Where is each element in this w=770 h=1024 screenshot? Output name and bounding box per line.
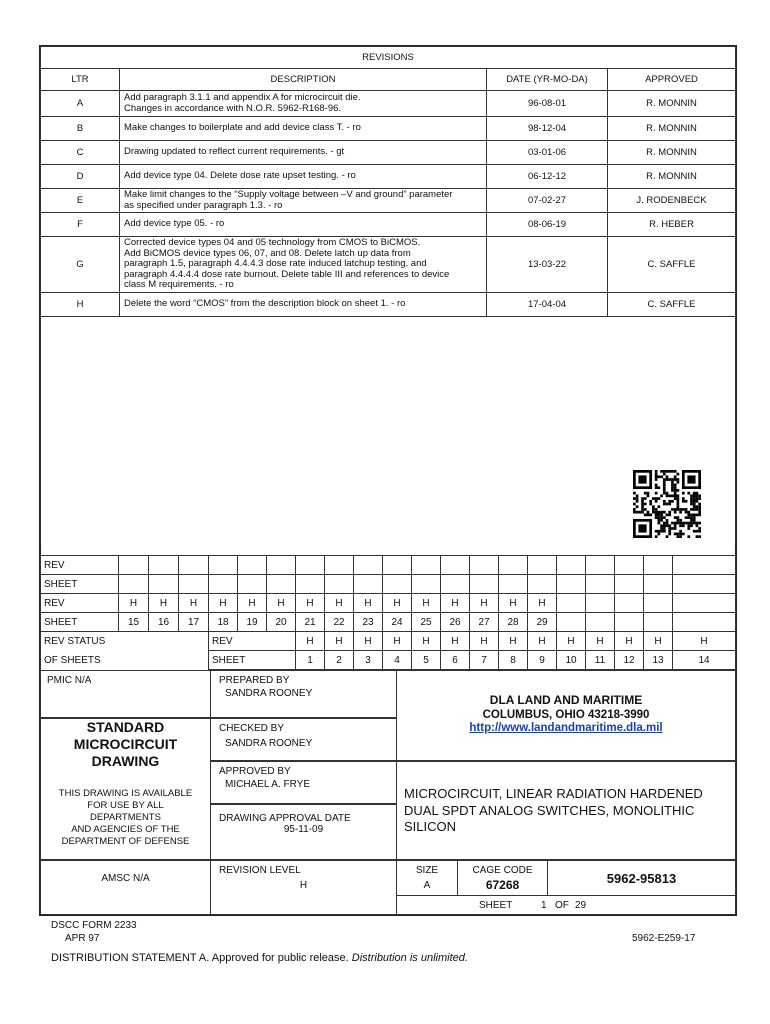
distribution-lead: DISTRIBUTION STATEMENT A. Approved for public release. [51, 952, 352, 964]
revision-description: Make changes to boilerplate and add device class T. - ro [120, 117, 487, 141]
revision-date: 08-06-19 [487, 213, 608, 237]
of-sheets-row [41, 651, 736, 670]
revision-description: Make limit changes to the “Supply voltage between –V and ground” parameter as specified under paragraph 1.3. - ro [120, 189, 487, 213]
sheet-number-value: 12 [615, 651, 644, 670]
rev-status-row [41, 632, 736, 651]
revision-level-label: REVISION LEVEL [219, 865, 301, 876]
sheet-number: 1 [541, 900, 547, 911]
size-label: SIZE [415, 865, 439, 876]
sheet-status-cell [615, 613, 644, 632]
sheet-status-cell: 15 [119, 613, 149, 632]
date-header: DATE (YR-MO-DA) [487, 69, 608, 91]
sheet-status-cell [615, 594, 644, 613]
revision-row [41, 293, 736, 317]
sheet-number-value: 4 [383, 651, 412, 670]
sheet-status-cell [383, 575, 412, 594]
sheet-status-cell: H [354, 594, 383, 613]
rev-status-value: H [325, 632, 354, 651]
sheet-status-cell: H [383, 594, 412, 613]
sheet-row-label: REV [41, 556, 119, 575]
sheet-status-cell [149, 556, 179, 575]
pmic-text: PMIC N/A [47, 675, 92, 686]
sheet-count-cell [396, 895, 736, 915]
part-title: MICROCIRCUIT, LINEAR RADIATION HARDENED DUAL SPDT ANALOG SWITCHES, MONOLITHIC SILICON [404, 786, 703, 834]
sheet-number-value: 11 [586, 651, 615, 670]
sheet-status-cell [325, 575, 354, 594]
sheet-status-cell [441, 556, 470, 575]
sheet-status-cell [615, 575, 644, 594]
rev-status-value: H [470, 632, 499, 651]
of-sheets-label: OF SHEETS [41, 651, 209, 670]
sheet-status-cell [149, 575, 179, 594]
sheet-number-value: 14 [673, 651, 736, 670]
qr-code [633, 470, 701, 538]
sheet-status-cell: 28 [499, 613, 528, 632]
pmic-cell [40, 670, 211, 718]
prepared-cell [210, 670, 397, 718]
rev-label: REV [209, 632, 296, 651]
ltr-header: LTR [41, 69, 120, 91]
sheet-status-cell [586, 575, 615, 594]
revision-approver: C. SAFFLE [608, 293, 736, 317]
approved-label: APPROVED BY [219, 766, 291, 777]
sheet-status-cell [615, 556, 644, 575]
revision-row [41, 165, 736, 189]
amsc-text: AMSC N/A [101, 873, 150, 884]
availability-text: THIS DRAWING IS AVAILABLE FOR USE BY ALL DEPARTMENTS AND AGENCIES OF THE DEPARTMENT OF DEFENSE [58, 788, 193, 847]
revision-row [41, 117, 736, 141]
sheet-status-cell [528, 575, 557, 594]
sheet-status-cell [586, 613, 615, 632]
distribution-statement [51, 952, 468, 964]
sheet-status-table [40, 555, 736, 670]
revision-approver: R. MONNIN [608, 141, 736, 165]
sheet-status-cell [238, 575, 267, 594]
revision-blank-area [41, 317, 736, 545]
revision-date: 13-03-22 [487, 237, 608, 293]
sheet-label: SHEET [209, 651, 296, 670]
prepared-label: PREPARED BY [219, 675, 290, 686]
revision-date: 17-04-04 [487, 293, 608, 317]
revision-ltr: F [41, 213, 120, 237]
sheet-status-cell [296, 556, 325, 575]
sheet-status-cell: 17 [179, 613, 209, 632]
revision-ltr: H [41, 293, 120, 317]
sheet-status-cell [470, 575, 499, 594]
sheet-number-value: 6 [441, 651, 470, 670]
sheet-status-cell: H [499, 594, 528, 613]
sheet-status-cell [644, 594, 673, 613]
cage-cell [457, 860, 548, 896]
revision-description: Add device type 04. Delete dose rate upset testing. - ro [120, 165, 487, 189]
doc-number-cell [547, 860, 736, 896]
sheet-number-value: 3 [354, 651, 383, 670]
rev-status-value: H [441, 632, 470, 651]
sheet-status-cell [586, 556, 615, 575]
standard-title: STANDARD MICROCIRCUIT DRAWING [73, 719, 178, 769]
approved-header: APPROVED [608, 69, 736, 91]
form-date: APR 97 [65, 933, 100, 944]
rev-status-value: H [528, 632, 557, 651]
rev-status-value: H [383, 632, 412, 651]
sheet-status-cell: H [296, 594, 325, 613]
amsc-cell [40, 860, 211, 915]
sheet-status-cell: 20 [267, 613, 296, 632]
rev-status-value: H [499, 632, 528, 651]
sheet-row-label: SHEET [41, 613, 119, 632]
sheet-status-cell [441, 575, 470, 594]
description-header: DESCRIPTION [120, 69, 487, 91]
sheet-number-value: 8 [499, 651, 528, 670]
revision-ltr: B [41, 117, 120, 141]
revision-ltr: A [41, 91, 120, 117]
sheet-status-cell: H [325, 594, 354, 613]
part-title-cell [396, 761, 736, 860]
sheet-row-label: SHEET [41, 575, 119, 594]
revision-date: 03-01-06 [487, 141, 608, 165]
revision-row [41, 213, 736, 237]
revision-approver: R. HEBER [608, 213, 736, 237]
sheet-status-cell [644, 575, 673, 594]
sheet-status-cell: H [149, 594, 179, 613]
sheet-status-cell: H [119, 594, 149, 613]
sheet-status-cell [673, 556, 736, 575]
rev-status-value: H [354, 632, 383, 651]
sheet-status-cell [209, 556, 238, 575]
org-name: DLA LAND AND MARITIME [489, 693, 643, 707]
rev-status-value: H [615, 632, 644, 651]
sheet-status-row [41, 575, 736, 594]
size-value: A [423, 880, 431, 891]
sheet-number-value: 9 [528, 651, 557, 670]
rev-status-value: H [644, 632, 673, 651]
rev-status-value: H [557, 632, 586, 651]
sheet-status-cell [673, 613, 736, 632]
sheet-status-cell: 21 [296, 613, 325, 632]
sheet-status-cell [267, 556, 296, 575]
revisions-table [40, 46, 736, 545]
sheet-status-cell [557, 594, 586, 613]
checked-name: SANDRA ROONEY [225, 738, 313, 749]
revision-row [41, 189, 736, 213]
approved-cell [210, 761, 397, 804]
sheet-status-cell [267, 575, 296, 594]
sheet-status-row [41, 556, 736, 575]
sheet-status-cell [557, 613, 586, 632]
revision-date: 96-08-01 [487, 91, 608, 117]
rev-status-value: H [296, 632, 325, 651]
sheet-status-cell [354, 556, 383, 575]
approved-name: MICHAEL A. FRYE [225, 779, 311, 790]
sheet-status-cell [586, 594, 615, 613]
sheet-status-cell: 26 [441, 613, 470, 632]
revision-ltr: E [41, 189, 120, 213]
sheet-row-label: REV [41, 594, 119, 613]
sheet-status-cell [673, 594, 736, 613]
revision-approver: R. MONNIN [608, 91, 736, 117]
sheet-status-cell: H [179, 594, 209, 613]
revision-row [41, 141, 736, 165]
approval-date: 95-11-09 [283, 824, 324, 835]
revision-approver: R. MONNIN [608, 165, 736, 189]
rev-status-value: H [673, 632, 736, 651]
revision-row [41, 237, 736, 293]
approval-date-label: DRAWING APPROVAL DATE [219, 813, 351, 824]
revision-description: Corrected device types 04 and 05 technology from CMOS to BiCMOS. Add BiCMOS device types 06, 07, and 08. Delete latch up data from paragraph 1.5, paragraph 4.4.4.3 dose rate induced latchup testing, and paragraph 4.4.4.4 dose rate burnout. Delete table III and references to device class M requirements. - ro [120, 237, 487, 293]
org-city: COLUMBUS, OHIO 43218-3990 [482, 709, 650, 721]
sheet-status-cell [499, 575, 528, 594]
revision-approver: J. RODENBECK [608, 189, 736, 213]
revision-level: H [299, 880, 308, 891]
revision-ltr: D [41, 165, 120, 189]
cage-value: 67268 [485, 878, 520, 892]
sheet-count-label: SHEET [479, 900, 513, 911]
checked-label: CHECKED BY [219, 723, 285, 734]
sheet-status-cell: H [238, 594, 267, 613]
sheet-status-cell: 19 [238, 613, 267, 632]
sheet-status-cell: 23 [354, 613, 383, 632]
footer-code: 5962-E259-17 [632, 933, 696, 944]
sheet-status-cell [499, 556, 528, 575]
sheet-status-cell [470, 556, 499, 575]
sheet-status-cell: H [528, 594, 557, 613]
revision-level-cell [210, 860, 397, 915]
revision-description: Delete the word “CMOS” from the description block on sheet 1. - ro [120, 293, 487, 317]
cage-label: CAGE CODE [472, 865, 533, 876]
sheet-status-cell [296, 575, 325, 594]
sheet-status-cell [528, 556, 557, 575]
distribution-italic: Distribution is unlimited. [351, 952, 468, 964]
sheet-status-cell [644, 613, 673, 632]
sheet-status-cell: H [441, 594, 470, 613]
sheet-status-cell [325, 556, 354, 575]
sheet-number-value: 10 [557, 651, 586, 670]
sheet-status-cell: 25 [412, 613, 441, 632]
revision-date: 06-12-12 [487, 165, 608, 189]
sheet-status-cell: 27 [470, 613, 499, 632]
sheet-status-cell: H [209, 594, 238, 613]
sheet-status-cell [412, 575, 441, 594]
sheet-status-cell [557, 575, 586, 594]
sheet-number-value: 7 [470, 651, 499, 670]
sheet-status-cell [179, 575, 209, 594]
sheet-number-value: 2 [325, 651, 354, 670]
revision-description: Add device type 05. - ro [120, 213, 487, 237]
sheet-status-cell [644, 556, 673, 575]
sheet-status-cell: 16 [149, 613, 179, 632]
revisions-title: REVISIONS [41, 47, 736, 69]
sheet-status-row [41, 594, 736, 613]
sheet-status-cell: 22 [325, 613, 354, 632]
form-number: DSCC FORM 2233 [51, 920, 137, 931]
sheet-status-cell [119, 575, 149, 594]
sheet-number-value: 1 [296, 651, 325, 670]
sheet-status-cell: H [267, 594, 296, 613]
sheet-of-label: OF [555, 900, 569, 911]
sheet-status-cell: H [412, 594, 441, 613]
sheet-status-cell [209, 575, 238, 594]
revision-row [41, 91, 736, 117]
sheet-status-cell [673, 575, 736, 594]
sheet-total: 29 [575, 900, 587, 911]
size-cell [396, 860, 458, 896]
sheet-number-value: 5 [412, 651, 441, 670]
revision-description: Add paragraph 3.1.1 and appendix A for microcircuit die. Changes in accordance with N.O.R. 5962-R168-96. [120, 91, 487, 117]
rev-status-value: H [586, 632, 615, 651]
org-cell [396, 670, 736, 761]
standard-cell [40, 718, 211, 860]
revision-date: 07-02-27 [487, 189, 608, 213]
revision-date: 98-12-04 [487, 117, 608, 141]
org-url-link[interactable]: http://www.landandmaritime.dla.mil [469, 722, 663, 734]
sheet-status-row [41, 613, 736, 632]
doc-number: 5962-95813 [606, 871, 677, 886]
sheet-status-cell [557, 556, 586, 575]
rev-status-label: REV STATUS [41, 632, 209, 651]
revision-description: Drawing updated to reflect current requirements. - gt [120, 141, 487, 165]
sheet-status-cell [383, 556, 412, 575]
sheet-status-cell [238, 556, 267, 575]
sheet-status-cell: H [470, 594, 499, 613]
revision-approver: R. MONNIN [608, 117, 736, 141]
prepared-name: SANDRA ROONEY [225, 688, 313, 699]
sheet-number-value: 13 [644, 651, 673, 670]
sheet-status-cell: 18 [209, 613, 238, 632]
sheet-status-cell [119, 556, 149, 575]
checked-cell [210, 718, 397, 761]
sheet-status-cell [354, 575, 383, 594]
rev-status-value: H [412, 632, 441, 651]
sheet-status-cell [179, 556, 209, 575]
revision-ltr: G [41, 237, 120, 293]
revision-ltr: C [41, 141, 120, 165]
approval-date-cell [210, 804, 397, 860]
sheet-status-cell: 29 [528, 613, 557, 632]
sheet-status-cell [412, 556, 441, 575]
sheet-status-cell: 24 [383, 613, 412, 632]
revision-approver: C. SAFFLE [608, 237, 736, 293]
